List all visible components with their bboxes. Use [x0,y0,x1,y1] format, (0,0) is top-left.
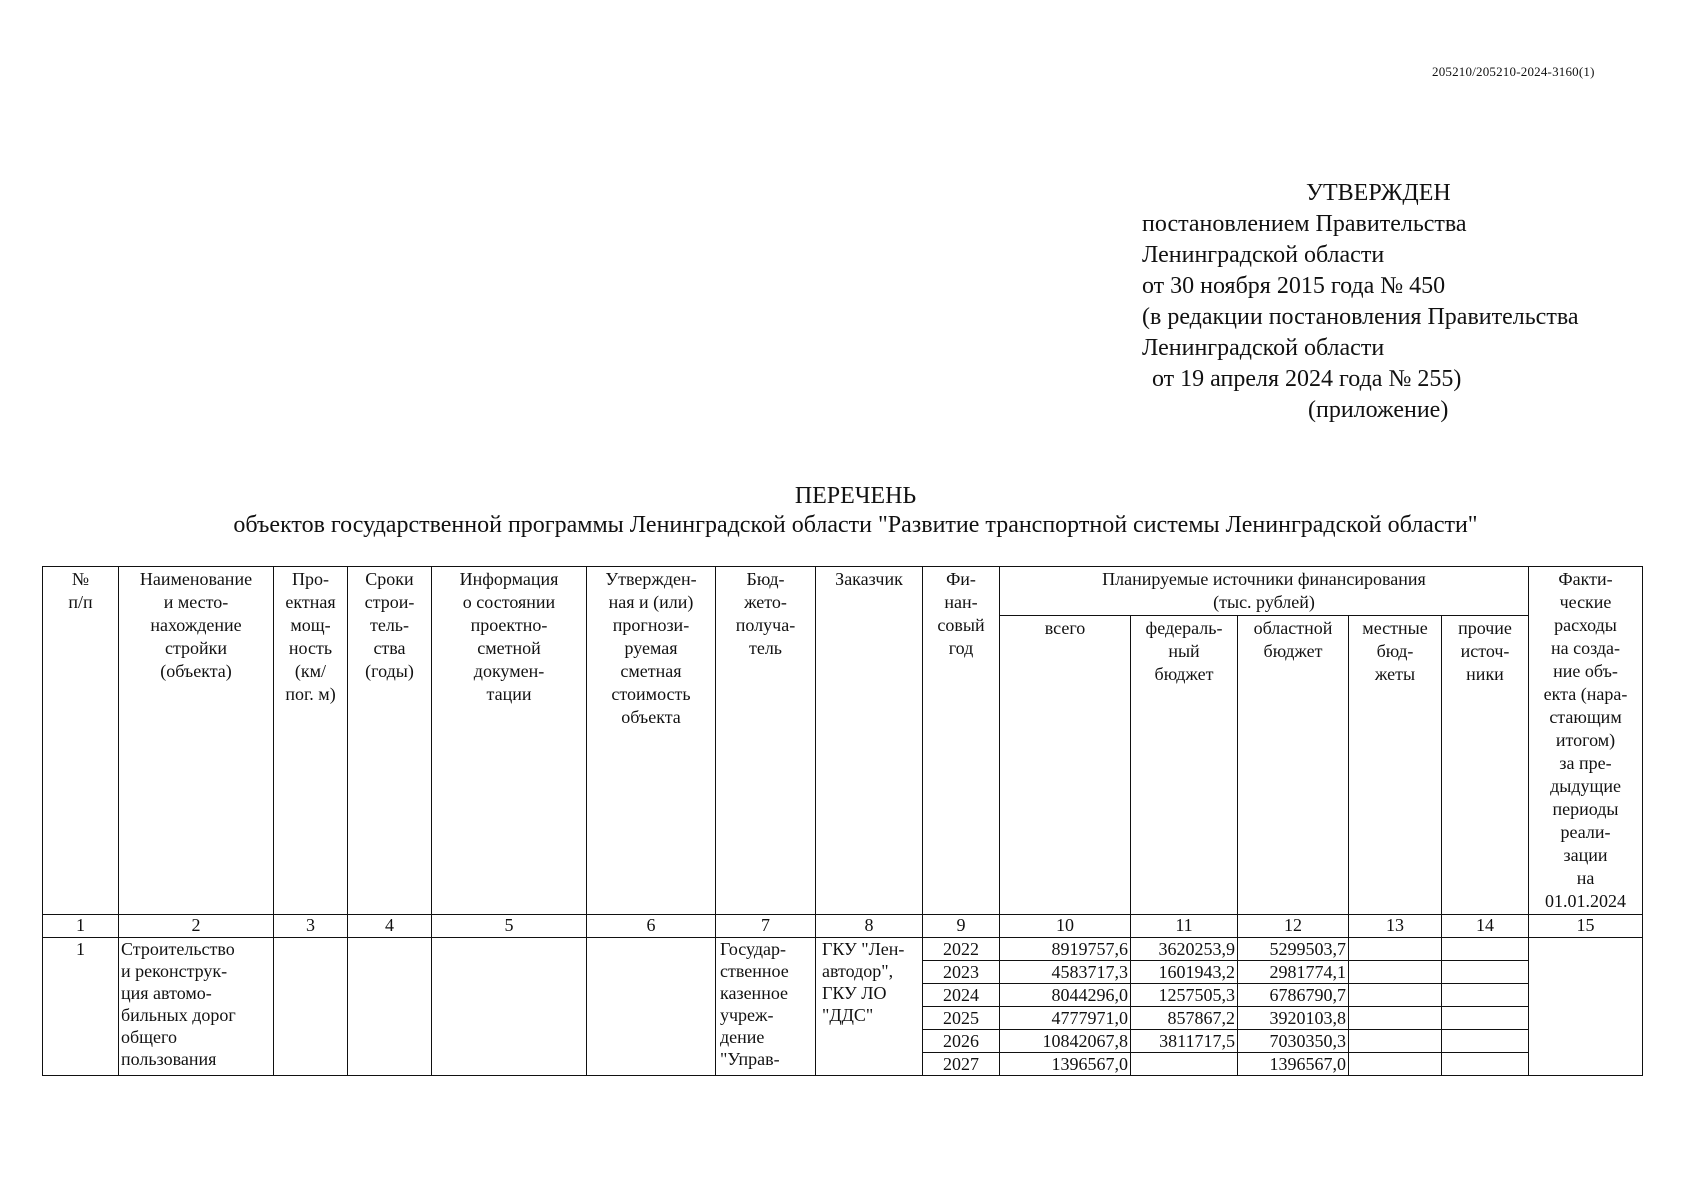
column-number-cell: 15 [1529,915,1643,938]
row-number: 1 [43,938,119,1076]
document-subtitle: объектов государственной программы Ленинградской области "Развитие транспортной системы Ленинградской области" [233,512,1478,538]
column-number-cell: 13 [1349,915,1442,938]
empty-cell [432,938,587,1076]
total-cell: 4777971,0 [1000,1007,1131,1030]
column-number-cell: 10 [1000,915,1131,938]
federal-cell: 857867,2 [1131,1007,1238,1030]
table-row [43,938,1643,961]
header-cell: всего [1000,616,1131,915]
other-cell [1442,961,1529,984]
customer: ГКУ "Лен- автодор", ГКУ ЛО "ДДС" [816,938,923,1076]
approval-stamp [1142,178,1579,426]
empty-cell [348,938,432,1076]
header-cell: Фи- нан- совый год [923,567,1000,915]
column-number-cell: 11 [1131,915,1238,938]
federal-cell: 1257505,3 [1131,984,1238,1007]
year-cell: 2027 [923,1053,1000,1076]
local-cell [1349,1007,1442,1030]
total-cell: 10842067,8 [1000,1030,1131,1053]
header-cell: Про- ектная мощ- ность (км/ пог. м) [274,567,348,915]
local-cell [1349,961,1442,984]
header-cell: № п/п [43,567,119,915]
federal-cell: 1601943,2 [1131,961,1238,984]
approval-line: от 30 ноября 2015 года № 450 [1142,273,1446,299]
column-number-cell: 2 [119,915,274,938]
column-number-cell: 14 [1442,915,1529,938]
budget-recipient: Государ- ственное казенное учреж- дение "Управ- [716,938,816,1076]
regional-cell: 1396567,0 [1238,1053,1349,1076]
regional-cell: 3920103,8 [1238,1007,1349,1030]
header-cell: Факти- ческие расходы на созда- ние объ- екта (нара- стающим итогом) за пре- дыдущие периоды реали- зации на 01.01.2024 [1529,567,1643,915]
column-number-cell: 9 [923,915,1000,938]
header-cell: Утвержден- ная и (или) прогнози- руемая сметная стоимость объекта [587,567,716,915]
total-cell: 4583717,3 [1000,961,1131,984]
document-id: 205210/205210-2024-3160(1) [1432,64,1595,79]
column-number-cell: 4 [348,915,432,938]
total-cell: 8044296,0 [1000,984,1131,1007]
approval-line: Ленинградской области [1142,242,1385,268]
local-cell [1349,984,1442,1007]
column-number-cell: 3 [274,915,348,938]
document-title: ПЕРЕЧЕНЬ [794,483,917,509]
regional-cell: 5299503,7 [1238,938,1349,961]
other-cell [1442,1053,1529,1076]
regional-cell: 7030350,3 [1238,1030,1349,1053]
federal-cell [1131,1053,1238,1076]
object-name: Строительство и реконструк- ция автомо- бильных дорог общего пользования [119,938,274,1076]
total-cell: 1396567,0 [1000,1053,1131,1076]
regional-cell: 2981774,1 [1238,961,1349,984]
local-cell [1349,1053,1442,1076]
year-cell: 2022 [923,938,1000,961]
approval-appendix-note: (приложение) [1308,397,1449,423]
total-cell: 8919757,6 [1000,938,1131,961]
local-cell [1349,1030,1442,1053]
federal-cell: 3811717,5 [1131,1030,1238,1053]
header-cell: прочие источ- ники [1442,616,1529,915]
header-cell: Бюд- жето- получа- тель [716,567,816,915]
column-number-cell: 8 [816,915,923,938]
column-number-row [43,915,1643,938]
federal-cell: 3620253,9 [1131,938,1238,961]
header-cell: федераль- ный бюджет [1131,616,1238,915]
column-number-cell: 1 [43,915,119,938]
approval-line: (в редакции постановления Правительства [1142,304,1579,330]
column-number-cell: 7 [716,915,816,938]
column-number-cell: 12 [1238,915,1349,938]
column-number-cell: 6 [587,915,716,938]
column-number-cell: 5 [432,915,587,938]
year-cell: 2026 [923,1030,1000,1053]
local-cell [1349,938,1442,961]
approval-line: Ленинградской области [1142,335,1385,361]
objects-table [42,566,1643,1076]
header-cell: Заказчик [816,567,923,915]
empty-cell [274,938,348,1076]
regional-cell: 6786790,7 [1238,984,1349,1007]
header-row [43,567,1643,616]
header-cell: Наименование и место- нахождение стройки (объекта) [119,567,274,915]
approval-line: постановлением Правительства [1142,211,1467,237]
other-cell [1442,1030,1529,1053]
approval-line: от 19 апреля 2024 года № 255) [1152,366,1462,392]
year-cell: 2023 [923,961,1000,984]
empty-cell [587,938,716,1076]
header-group-cell: Планируемые источники финансирования (тыс. рублей) [1000,567,1529,616]
year-cell: 2024 [923,984,1000,1007]
header-cell: Информация о состоянии проектно- сметной докумен- тации [432,567,587,915]
other-cell [1442,984,1529,1007]
header-cell: областной бюджет [1238,616,1349,915]
actual-expenses-cell [1529,938,1643,1076]
year-cell: 2025 [923,1007,1000,1030]
approval-heading: УТВЕРЖДЕН [1306,180,1451,206]
header-cell: местные бюд- жеты [1349,616,1442,915]
other-cell [1442,1007,1529,1030]
header-cell: Сроки строи- тель- ства (годы) [348,567,432,915]
other-cell [1442,938,1529,961]
